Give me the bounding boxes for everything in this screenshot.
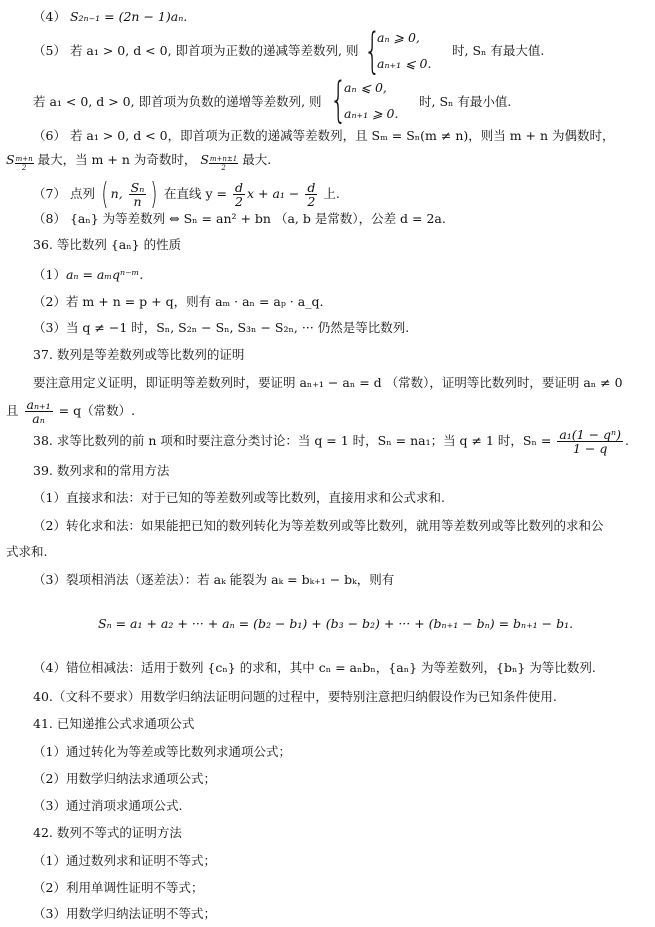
item-text: 在直线 y = bbox=[164, 186, 227, 201]
s37-text-cont: 且 $\frac{\text{aₙ₊₁}}{\text{aₙ}}$ = q（常数）. bbox=[6, 397, 136, 426]
formula: S₂ₙ₋₁ = (2n − 1)aₙ. bbox=[69, 9, 188, 24]
item-number: （5） bbox=[33, 43, 66, 58]
s36-item-1: （1）aₙ = aₘqⁿ⁻ᵐ. bbox=[33, 267, 144, 282]
display-equation: Sₙ = a₁ + a₂ + ··· + aₙ = (b₂ − b₁) + (b₃ − b₂) + ··· + (bₙ₊₁ − bₙ) = bₙ₊₁ − b₁. bbox=[98, 616, 574, 631]
item-number: （7） bbox=[33, 186, 66, 201]
item-4 bbox=[33, 9, 187, 25]
case-line-1: aₙ ⩽ 0, bbox=[344, 80, 387, 95]
s39-item-4: （4）错位相减法：适用于数列 {cₙ} 的求和，其中 cₙ = aₙbₙ，{aₙ} 为等差数列，{bₙ} 为等比数列. bbox=[33, 660, 596, 675]
item-tail: 时, Sₙ 有最大值. bbox=[452, 43, 545, 58]
s42-item-1: （1）通过数列求和证明不等式； bbox=[33, 853, 216, 868]
symbol-s: S bbox=[6, 152, 15, 167]
s37-text: 要注意用定义证明，即证明等差数列时，要证明 aₙ₊₁ − aₙ = d （常数），证明等比数列时，要证明 aₙ ≠ 0 bbox=[33, 375, 623, 390]
s41-item-1: （1）通过转化为等差或等比数列求通项公式； bbox=[33, 744, 291, 759]
s39-item-2-cont: 式求和. bbox=[6, 544, 48, 559]
left-brace-icon: { bbox=[364, 23, 381, 79]
fraction: $\frac{d}{2}$ bbox=[307, 180, 316, 209]
s41-item-3: （3）通过消项求通项公式. bbox=[33, 798, 183, 813]
item-text: 若 a₁ > 0, d < 0，即首项为正数的递减等差数列，且 Sₘ = Sₙ(m ≠ n)，则当 m + n 为偶数时， bbox=[69, 128, 615, 143]
case-line-2: aₙ₊₁ ⩾ 0. bbox=[344, 106, 399, 121]
case-line-1: aₙ ⩾ 0, bbox=[377, 30, 420, 45]
right-paren-icon: ) bbox=[150, 176, 158, 212]
subscript-fraction: $\frac{m+n}{2}$ bbox=[15, 155, 33, 172]
item-7: （7） 点列 ( n, $\frac{\text{Sₙ}}{n}$ ) 在直线 y = $\frac{d}{2}$ x + a₁ − $\frac{d}{2}$ 上. bbox=[33, 176, 340, 212]
item-text: {aₙ} 为等差数列 ⇔ Sₙ = an² + bn （a, b 是常数），公差 d = 2a. bbox=[69, 211, 446, 226]
case-line-2: aₙ₊₁ ⩽ 0. bbox=[377, 56, 432, 71]
s36-item-2: （2）若 m + n = p + q，则有 aₘ · aₙ = aₚ · a_q. bbox=[33, 294, 324, 309]
section-37-title: 37. 数列是等差数列或等比数列的证明 bbox=[33, 347, 245, 362]
section-38: 38. 求等比数列的前 n 项和时要注意分类讨论：当 q = 1 时，Sₙ = na₁；当 q ≠ 1 时，Sₙ = $\frac{\text{a₁(1 − qⁿ)}}{1 - q}$ . bbox=[33, 427, 629, 456]
section-39-title: 39. 数列求和的常用方法 bbox=[33, 463, 170, 478]
item-number: （8） bbox=[33, 211, 66, 226]
s36-item-3: （3）当 q ≠ −1 时，Sₙ, S₂ₙ − Sₙ, S₃ₙ − S₂ₙ, ··· 仍然是等比数列. bbox=[33, 320, 410, 335]
section-41-title: 41. 已知递推公式求通项公式 bbox=[33, 716, 195, 731]
item-6 bbox=[33, 128, 615, 144]
fraction: $\frac{\text{a₁(1 − qⁿ)}}{1 - q}$ bbox=[559, 427, 621, 456]
section-36-title: 36. 等比数列 {aₙ} 的性质 bbox=[33, 237, 182, 252]
section-42-title: 42. 数列不等式的证明方法 bbox=[33, 825, 182, 840]
item-text: 最大，当 m + n 为奇数时， bbox=[37, 152, 197, 167]
fraction: $\frac{\text{aₙ₊₁}}{\text{aₙ}}$ bbox=[26, 397, 51, 426]
s39-item-1: （1）直接求和法：对于已知的等差数列或等比数列，直接用求和公式求和. bbox=[33, 490, 445, 505]
fraction: $\frac{d}{2}$ bbox=[234, 180, 243, 209]
item-8 bbox=[33, 211, 446, 227]
item-number: （6） bbox=[33, 128, 66, 143]
item-text: 上. bbox=[323, 186, 340, 201]
s41-item-2: （2）用数学归纳法求通项公式； bbox=[33, 771, 216, 786]
left-brace-icon: { bbox=[330, 72, 347, 128]
item-6-continued bbox=[6, 152, 271, 172]
s42-item-2: （2）利用单调性证明不等式； bbox=[33, 880, 204, 895]
subscript-fraction: $\frac{m+n\pm 1}{2}$ bbox=[209, 155, 238, 172]
item-text: 若 a₁ < 0, d > 0, 即首项为负数的递增等差数列, 则 bbox=[33, 94, 322, 109]
left-paren-icon: ( bbox=[101, 176, 109, 212]
fraction: $\frac{\text{Sₙ}}{n}$ bbox=[130, 180, 145, 209]
section-40: 40.（文科不要求）用数学归纳法证明问题的过程中，要特别注意把归纳假设作为已知条件使用. bbox=[33, 689, 557, 704]
symbol-s: S bbox=[200, 152, 209, 167]
item-text: 若 a₁ > 0, d < 0, 即首项为正数的递减等差数列, 则 bbox=[69, 43, 359, 58]
s39-item-3: （3）裂项相消法（逐差法）：若 aₖ 能裂为 aₖ = bₖ₊₁ − bₖ，则有 bbox=[33, 572, 395, 587]
s42-item-3: （3）用数学归纳法证明不等式； bbox=[33, 906, 216, 921]
item-tail: 时, Sₙ 有最小值. bbox=[419, 94, 512, 109]
s39-item-2: （2）转化求和法：如果能把已知的数列转化为等差数列或等比数列，就用等差数列或等比数列的求和公 bbox=[33, 518, 604, 533]
item-number: （4） bbox=[33, 9, 66, 24]
item-5 bbox=[33, 43, 358, 59]
item-text: 最大. bbox=[242, 152, 272, 167]
item-5b bbox=[33, 94, 322, 110]
item-text: 点列 bbox=[69, 186, 95, 201]
